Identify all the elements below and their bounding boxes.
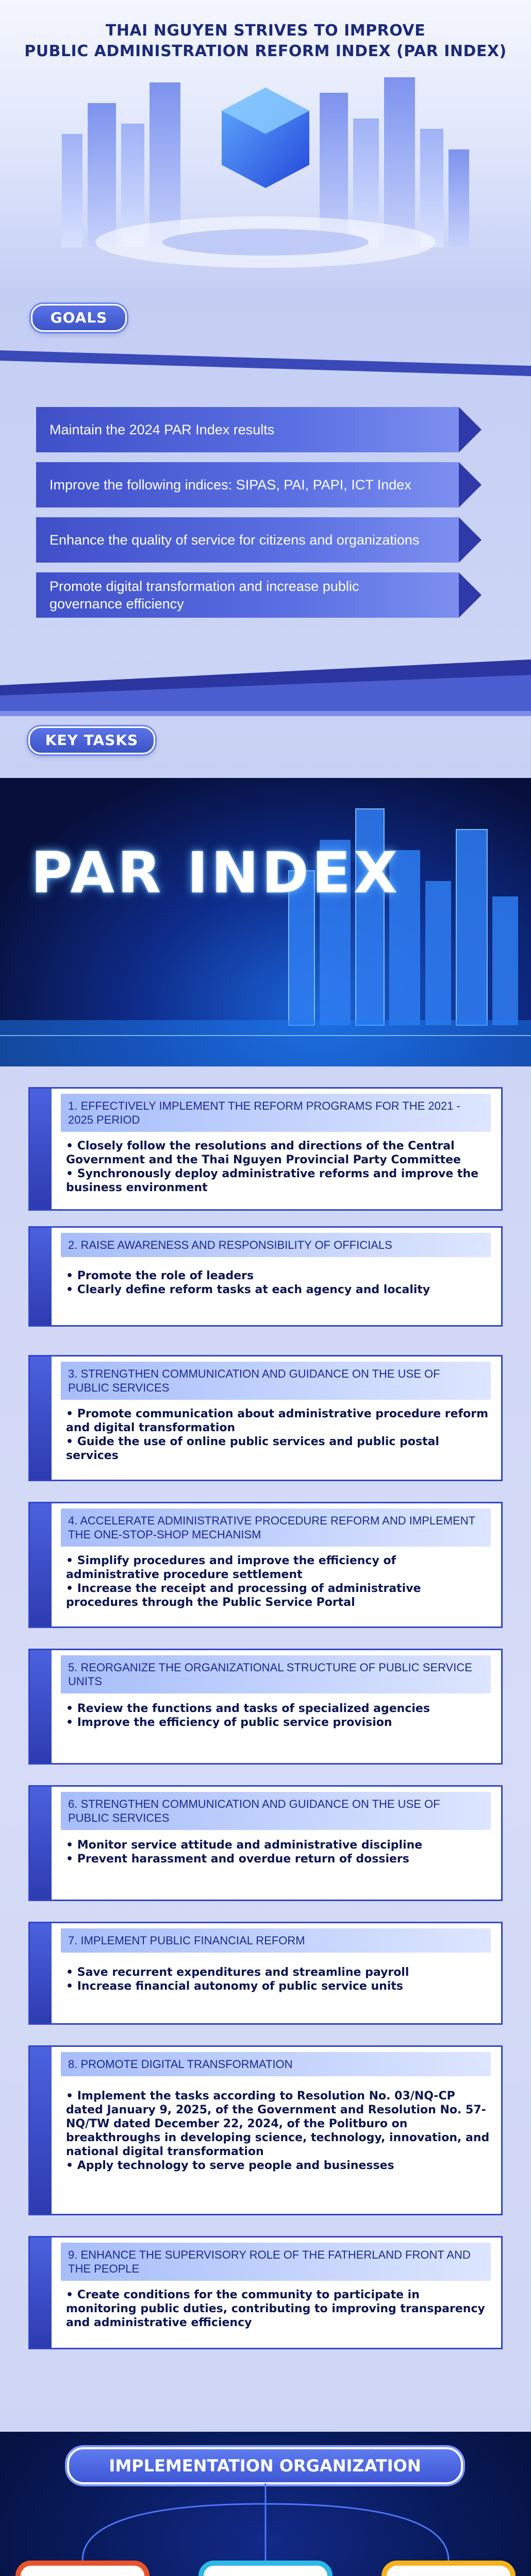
city-skyline-illustration — [0, 0, 531, 289]
decorative-stripes — [0, 345, 531, 376]
task-point: • Synchronously deploy administrative reforms and improve the business environment — [66, 1167, 479, 1194]
task-title: 5. REORGANIZE THE ORGANIZATIONAL STRUCTURE OF PUBLIC SERVICE UNITS — [61, 1655, 491, 1693]
task-card — [28, 1649, 503, 1765]
goal-item: Enhance the quality of service for citizens and organizations — [36, 517, 459, 563]
task-point: • Improve the efficiency of public service provision — [66, 1716, 392, 1729]
task-point: • Save recurrent expenditures and streamline payroll — [66, 1966, 409, 1979]
goal-item: Improve the following indices: SIPAS, PAI, PAPI, ICT Index — [36, 462, 459, 507]
title-line-2: PUBLIC ADMINISTRATION REFORM INDEX (PAR INDEX) — [24, 42, 507, 60]
goals-section — [0, 289, 531, 649]
task-point: • Increase the receipt and processing of administrative procedures through the Public Service Portal — [66, 1582, 421, 1609]
goal-item: Maintain the 2024 PAR Index results — [36, 407, 459, 452]
task-card — [28, 1922, 503, 2025]
task-point: • Review the functions and tasks of specialized agencies — [66, 1702, 430, 1715]
implementation-label: IMPLEMENTATION ORGANIZATION — [67, 2447, 463, 2484]
neon-city-illustration — [0, 778, 531, 1066]
task-card — [28, 1785, 503, 1901]
task-title: 8. PROMOTE DIGITAL TRANSFORMATION — [61, 2052, 491, 2076]
task-point: • Promote communication about administrative procedure reform and digital transformation — [66, 1408, 489, 1434]
par-index-banner — [0, 778, 531, 1066]
task-point: • Promote the role of leaders — [66, 1269, 254, 1282]
task-title: 3. STRENGTHEN COMMUNICATION AND GUIDANCE ON THE USE OF PUBLIC SERVICES — [61, 1362, 491, 1400]
task-title: 6. STRENGTHEN COMMUNICATION AND GUIDANCE ON THE USE OF PUBLIC SERVICES — [61, 1792, 491, 1830]
task-point: • Clearly define reform tasks at each agency and locality — [66, 1283, 430, 1296]
task-point: • Create conditions for the community to participate in monitoring public duties, contributing to improving transparency and administrative efficiency — [66, 2289, 485, 2329]
task-title: 7. IMPLEMENT PUBLIC FINANCIAL REFORM — [61, 1928, 491, 1953]
task-point: • Closely follow the resolutions and directions of the Central Government and the Thai Nguyen Provincial Party Committee — [66, 1140, 461, 1166]
task-card — [28, 1502, 503, 1628]
task-card — [28, 2236, 503, 2349]
implementation-section — [0, 2432, 531, 2576]
hero-section — [0, 0, 531, 289]
decorative-wave — [0, 654, 531, 716]
task-point: • Prevent harassment and overdue return of dossiers — [66, 1853, 409, 1866]
task-point: • Implement the tasks according to Resolution No. 03/NQ-CP dated January 9, 2025, of the Government and Resolution No. 57-NQ/TW dated December 22, 2024, of the Politburo on breakthroughs in developing science, technology, innovation, and national digital transformation — [66, 2090, 490, 2158]
key-tasks-label: KEY TASKS — [28, 726, 155, 754]
task-title: 2. RAISE AWARENESS AND RESPONSIBILITY OF OFFICIALS — [61, 1233, 491, 1257]
task-card — [28, 1226, 503, 1327]
task-point: • Simplify procedures and improve the efficiency of administrative procedure settlement — [66, 1554, 396, 1581]
title-line-1: THAI NGUYEN STRIVES TO IMPROVE — [105, 22, 426, 40]
par-index-title: PAR INDEX — [31, 840, 401, 906]
task-card — [28, 2045, 503, 2215]
goals-label: GOALS — [31, 304, 127, 332]
reporting-period-box — [381, 2561, 516, 2576]
task-title: 9. ENHANCE THE SUPERVISORY ROLE OF THE FATHERLAND FRONT AND THE PEOPLE — [61, 2243, 491, 2281]
task-card — [28, 1355, 503, 1481]
task-point: • Increase financial autonomy of public service units — [66, 1980, 403, 1993]
key-tasks-header — [0, 649, 531, 778]
goal-item: Promote digital transformation and increase public governance efficiency — [36, 572, 459, 618]
task-card — [28, 1087, 503, 1211]
task-point: • Apply technology to serve people and businesses — [66, 2159, 394, 2172]
focal-agency-box — [15, 2561, 150, 2576]
coordinating-units-box — [198, 2561, 333, 2576]
task-point: • Guide the use of online public services and public postal services — [66, 1435, 439, 1462]
task-title: 1. EFFECTIVELY IMPLEMENT THE REFORM PROGRAMS FOR THE 2021 - 2025 PERIOD — [61, 1094, 491, 1132]
task-title: 4. ACCELERATE ADMINISTRATIVE PROCEDURE REFORM AND IMPLEMENT THE ONE-STOP-SHOP MECHANISM — [61, 1509, 491, 1547]
tasks-section — [0, 1066, 531, 2432]
task-point: • Monitor service attitude and administrative discipline — [66, 1839, 423, 1852]
